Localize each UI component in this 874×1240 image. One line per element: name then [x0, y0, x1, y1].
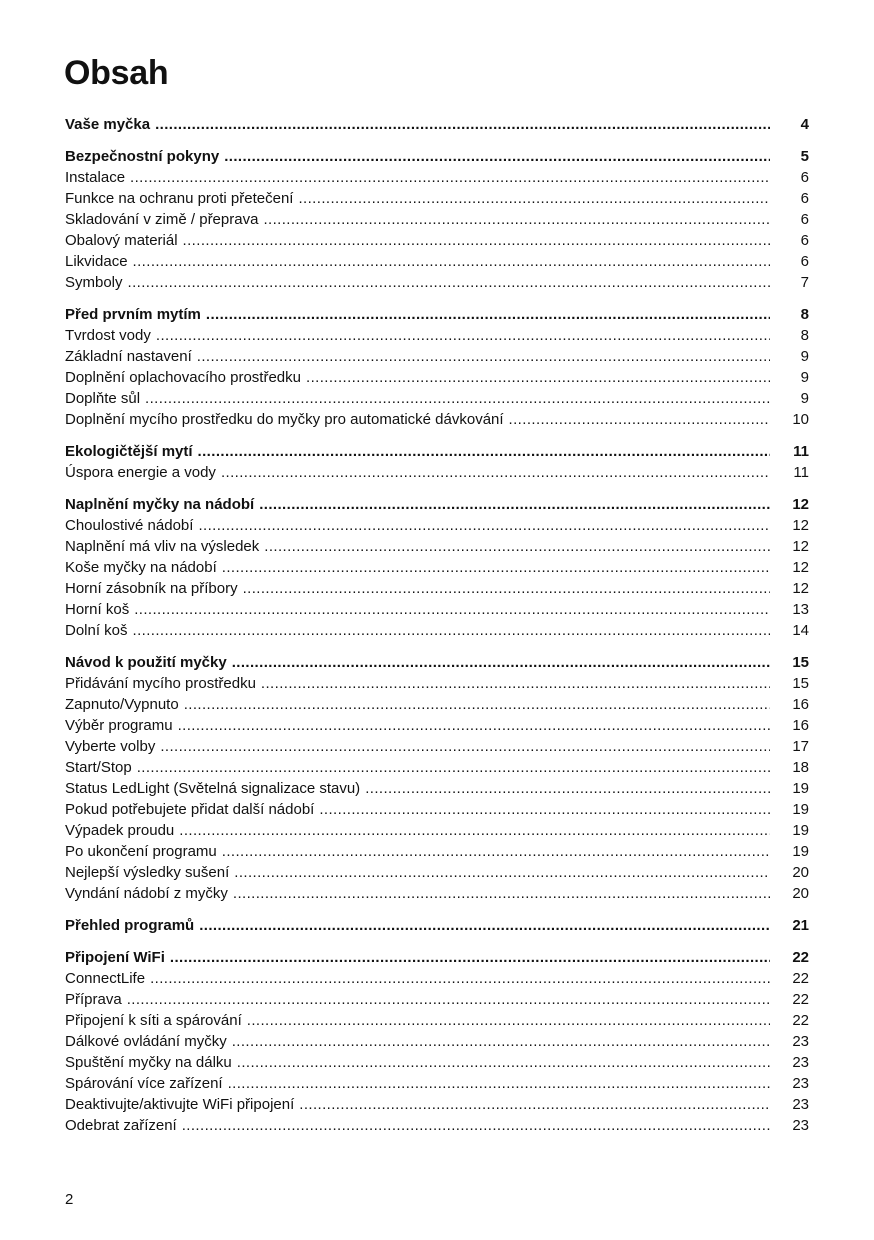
toc-entry-label: Deaktivujte/aktivujte WiFi připojení [65, 1096, 295, 1113]
dot-leader [199, 915, 770, 936]
dot-leader [128, 272, 770, 293]
toc-entry-page: 7 [800, 274, 809, 291]
toc-entry[interactable] [65, 862, 809, 883]
toc-entry-page: 23 [792, 1096, 809, 1113]
toc-entry-page: 23 [792, 1117, 809, 1134]
toc-entry-page: 12 [792, 517, 809, 534]
toc-section-heading[interactable] [65, 652, 809, 673]
toc-entry-label: Úspora energie a vody [65, 464, 216, 481]
dot-leader [179, 820, 770, 841]
table-of-contents [65, 114, 809, 1147]
dot-leader [160, 736, 770, 757]
toc-entry-page: 18 [792, 759, 809, 776]
toc-section-heading[interactable] [65, 947, 809, 968]
dot-leader [133, 620, 770, 641]
toc-section [65, 114, 809, 135]
toc-entry[interactable] [65, 209, 809, 230]
toc-entry-page: 8 [800, 306, 809, 323]
toc-entry-page: 15 [792, 654, 809, 671]
toc-entry[interactable] [65, 409, 809, 430]
dot-leader [228, 1073, 770, 1094]
toc-entry-page: 21 [792, 917, 809, 934]
toc-entry-page: 23 [792, 1054, 809, 1071]
toc-entry-label: Návod k použití myčky [65, 654, 227, 671]
toc-entry-label: Status LedLight (Světelná signalizace stavu) [65, 780, 361, 797]
toc-entry-label: Nejlepší výsledky sušení [65, 864, 230, 881]
dot-leader [222, 557, 770, 578]
dot-leader [247, 1010, 770, 1031]
dot-leader [178, 715, 770, 736]
toc-section-heading[interactable] [65, 441, 809, 462]
dot-leader [306, 367, 770, 388]
toc-entry[interactable] [65, 167, 809, 188]
toc-entry[interactable] [65, 989, 809, 1010]
toc-entry-label: Vyndání nádobí z myčky [65, 885, 228, 902]
dot-leader [222, 841, 770, 862]
toc-entry-label: Horní zásobník na příbory [65, 580, 238, 597]
dot-leader [261, 673, 770, 694]
dot-leader [170, 947, 770, 968]
page-number: 2 [65, 1191, 74, 1208]
toc-entry-label: ConnectLife [65, 970, 146, 987]
toc-entry[interactable] [65, 251, 809, 272]
toc-entry-label: Koše myčky na nádobí [65, 559, 217, 576]
toc-section [65, 441, 809, 483]
toc-entry-label: Naplnění má vliv na výsledek [65, 538, 260, 555]
toc-entry-page: 23 [792, 1033, 809, 1050]
toc-entry-page: 6 [800, 211, 809, 228]
toc-entry[interactable] [65, 1115, 809, 1136]
toc-entry-label: Výpadek proudu [65, 822, 175, 839]
toc-entry-page: 12 [792, 496, 809, 513]
toc-section [65, 947, 809, 1136]
toc-entry-label: Doplňte sůl [65, 390, 141, 407]
toc-entry-page: 11 [793, 443, 809, 460]
dot-leader [233, 883, 770, 904]
dot-leader [137, 757, 770, 778]
toc-entry[interactable] [65, 1031, 809, 1052]
toc-section [65, 652, 809, 904]
dot-leader [234, 862, 770, 883]
toc-entry-page: 12 [792, 580, 809, 597]
toc-entry[interactable] [65, 799, 809, 820]
toc-entry-label: Přehled programů [65, 917, 195, 934]
toc-entry-label: Vaše myčka [65, 116, 151, 133]
dot-leader [224, 146, 770, 167]
toc-entry[interactable] [65, 325, 809, 346]
toc-entry[interactable] [65, 388, 809, 409]
toc-entry-page: 16 [792, 696, 809, 713]
dot-leader [299, 1094, 770, 1115]
toc-entry-label: Ekologičtější mytí [65, 443, 193, 460]
toc-entry-label: Instalace [65, 169, 126, 186]
dot-leader [130, 167, 770, 188]
toc-entry-label: Symboly [65, 274, 123, 291]
toc-section-heading[interactable] [65, 114, 809, 135]
toc-entry-page: 20 [792, 885, 809, 902]
toc-entry-page: 6 [800, 169, 809, 186]
toc-section-heading[interactable] [65, 915, 809, 936]
toc-entry[interactable] [65, 883, 809, 904]
toc-section-heading[interactable] [65, 146, 809, 167]
toc-entry-label: Spuštění myčky na dálku [65, 1054, 232, 1071]
dot-leader [509, 409, 770, 430]
toc-entry-label: Základní nastavení [65, 348, 192, 365]
toc-entry[interactable] [65, 536, 809, 557]
toc-entry-page: 22 [792, 970, 809, 987]
toc-entry-page: 5 [800, 148, 809, 165]
toc-entry-page: 6 [800, 232, 809, 249]
dot-leader [206, 304, 770, 325]
toc-entry-page: 22 [792, 1012, 809, 1029]
toc-entry-page: 19 [792, 843, 809, 860]
toc-entry-label: Přidávání mycího prostředku [65, 675, 256, 692]
toc-entry[interactable] [65, 968, 809, 989]
dot-leader [133, 251, 770, 272]
dot-leader [184, 694, 770, 715]
toc-entry-label: Výběr programu [65, 717, 173, 734]
toc-entry-page: 13 [792, 601, 809, 618]
toc-entry[interactable] [65, 1052, 809, 1073]
dot-leader [155, 114, 770, 135]
toc-entry-label: Dolní koš [65, 622, 128, 639]
dot-leader [237, 1052, 770, 1073]
toc-entry[interactable] [65, 515, 809, 536]
toc-entry-label: Bezpečnostní pokyny [65, 148, 220, 165]
toc-entry-label: Příprava [65, 991, 122, 1008]
toc-entry[interactable] [65, 230, 809, 251]
toc-entry-label: Doplnění oplachovacího prostředku [65, 369, 301, 386]
toc-section-heading[interactable] [65, 304, 809, 325]
toc-entry-page: 19 [792, 801, 809, 818]
toc-entry[interactable] [65, 694, 809, 715]
toc-entry-label: Připojení WiFi [65, 949, 165, 966]
toc-entry-label: Pokud potřebujete přidat další nádobí [65, 801, 315, 818]
toc-entry-label: Po ukončení programu [65, 843, 217, 860]
dot-leader [264, 536, 770, 557]
toc-entry-page: 11 [793, 464, 809, 481]
toc-entry-label: Spárování více zařízení [65, 1075, 223, 1092]
toc-entry-label: Obalový materiál [65, 232, 178, 249]
toc-section-heading[interactable] [65, 494, 809, 515]
toc-entry-page: 22 [792, 949, 809, 966]
toc-entry-page: 9 [800, 390, 809, 407]
dot-leader [232, 1031, 770, 1052]
toc-entry[interactable] [65, 188, 809, 209]
toc-entry-label: Skladování v zimě / přeprava [65, 211, 259, 228]
toc-entry-label: Choulostivé nádobí [65, 517, 194, 534]
toc-entry[interactable] [65, 778, 809, 799]
toc-entry-page: 6 [800, 253, 809, 270]
toc-entry-page: 16 [792, 717, 809, 734]
toc-entry-label: Naplnění myčky na nádobí [65, 496, 255, 513]
toc-entry[interactable] [65, 462, 809, 483]
toc-entry-page: 23 [792, 1075, 809, 1092]
toc-entry[interactable] [65, 1073, 809, 1094]
dot-leader [150, 968, 770, 989]
toc-entry[interactable] [65, 557, 809, 578]
dot-leader [197, 346, 770, 367]
toc-entry[interactable] [65, 1010, 809, 1031]
toc-entry-label: Dálkové ovládání myčky [65, 1033, 227, 1050]
toc-section [65, 494, 809, 641]
dot-leader [183, 230, 770, 251]
toc-entry[interactable] [65, 578, 809, 599]
dot-leader [259, 494, 770, 515]
toc-entry-page: 19 [792, 780, 809, 797]
toc-entry[interactable] [65, 367, 809, 388]
toc-entry-page: 12 [792, 559, 809, 576]
toc-entry-page: 9 [800, 348, 809, 365]
toc-entry-label: Horní koš [65, 601, 130, 618]
toc-section [65, 146, 809, 293]
toc-entry[interactable] [65, 820, 809, 841]
toc-entry-page: 22 [792, 991, 809, 1008]
toc-entry-page: 19 [792, 822, 809, 839]
toc-entry[interactable] [65, 272, 809, 293]
dot-leader [263, 209, 770, 230]
toc-section [65, 915, 809, 936]
toc-entry-page: 17 [792, 738, 809, 755]
toc-entry-page: 15 [792, 675, 809, 692]
toc-entry-label: Doplnění mycího prostředku do myčky pro automatické dávkování [65, 411, 504, 428]
toc-entry[interactable] [65, 673, 809, 694]
dot-leader [182, 1115, 770, 1136]
toc-entry-label: Zapnuto/Vypnuto [65, 696, 179, 713]
toc-entry-page: 4 [800, 116, 809, 133]
toc-entry-label: Před prvním mytím [65, 306, 201, 323]
toc-entry[interactable] [65, 599, 809, 620]
dot-leader [198, 515, 770, 536]
toc-entry-page: 20 [792, 864, 809, 881]
toc-entry-label: Tvrdost vody [65, 327, 151, 344]
page-title: Obsah [64, 54, 169, 92]
dot-leader [298, 188, 770, 209]
toc-entry[interactable] [65, 757, 809, 778]
dot-leader [221, 462, 770, 483]
dot-leader [134, 599, 770, 620]
toc-entry[interactable] [65, 346, 809, 367]
toc-entry-label: Start/Stop [65, 759, 132, 776]
toc-entry-page: 9 [800, 369, 809, 386]
dot-leader [243, 578, 770, 599]
toc-entry[interactable] [65, 620, 809, 641]
toc-entry-label: Připojení k síti a spárování [65, 1012, 242, 1029]
toc-entry-page: 14 [792, 622, 809, 639]
toc-entry-label: Vyberte volby [65, 738, 156, 755]
dot-leader [145, 388, 770, 409]
toc-entry[interactable] [65, 1094, 809, 1115]
dot-leader [198, 441, 770, 462]
dot-leader [319, 799, 770, 820]
toc-entry-label: Likvidace [65, 253, 128, 270]
toc-entry-page: 12 [792, 538, 809, 555]
toc-entry[interactable] [65, 715, 809, 736]
toc-entry[interactable] [65, 736, 809, 757]
toc-entry-label: Odebrat zařízení [65, 1117, 177, 1134]
toc-entry-page: 6 [800, 190, 809, 207]
dot-leader [156, 325, 770, 346]
dot-leader [365, 778, 770, 799]
toc-entry[interactable] [65, 841, 809, 862]
dot-leader [127, 989, 770, 1010]
dot-leader [232, 652, 770, 673]
toc-section [65, 304, 809, 430]
toc-entry-label: Funkce na ochranu proti přetečení [65, 190, 294, 207]
toc-entry-page: 10 [792, 411, 809, 428]
toc-entry-page: 8 [800, 327, 809, 344]
